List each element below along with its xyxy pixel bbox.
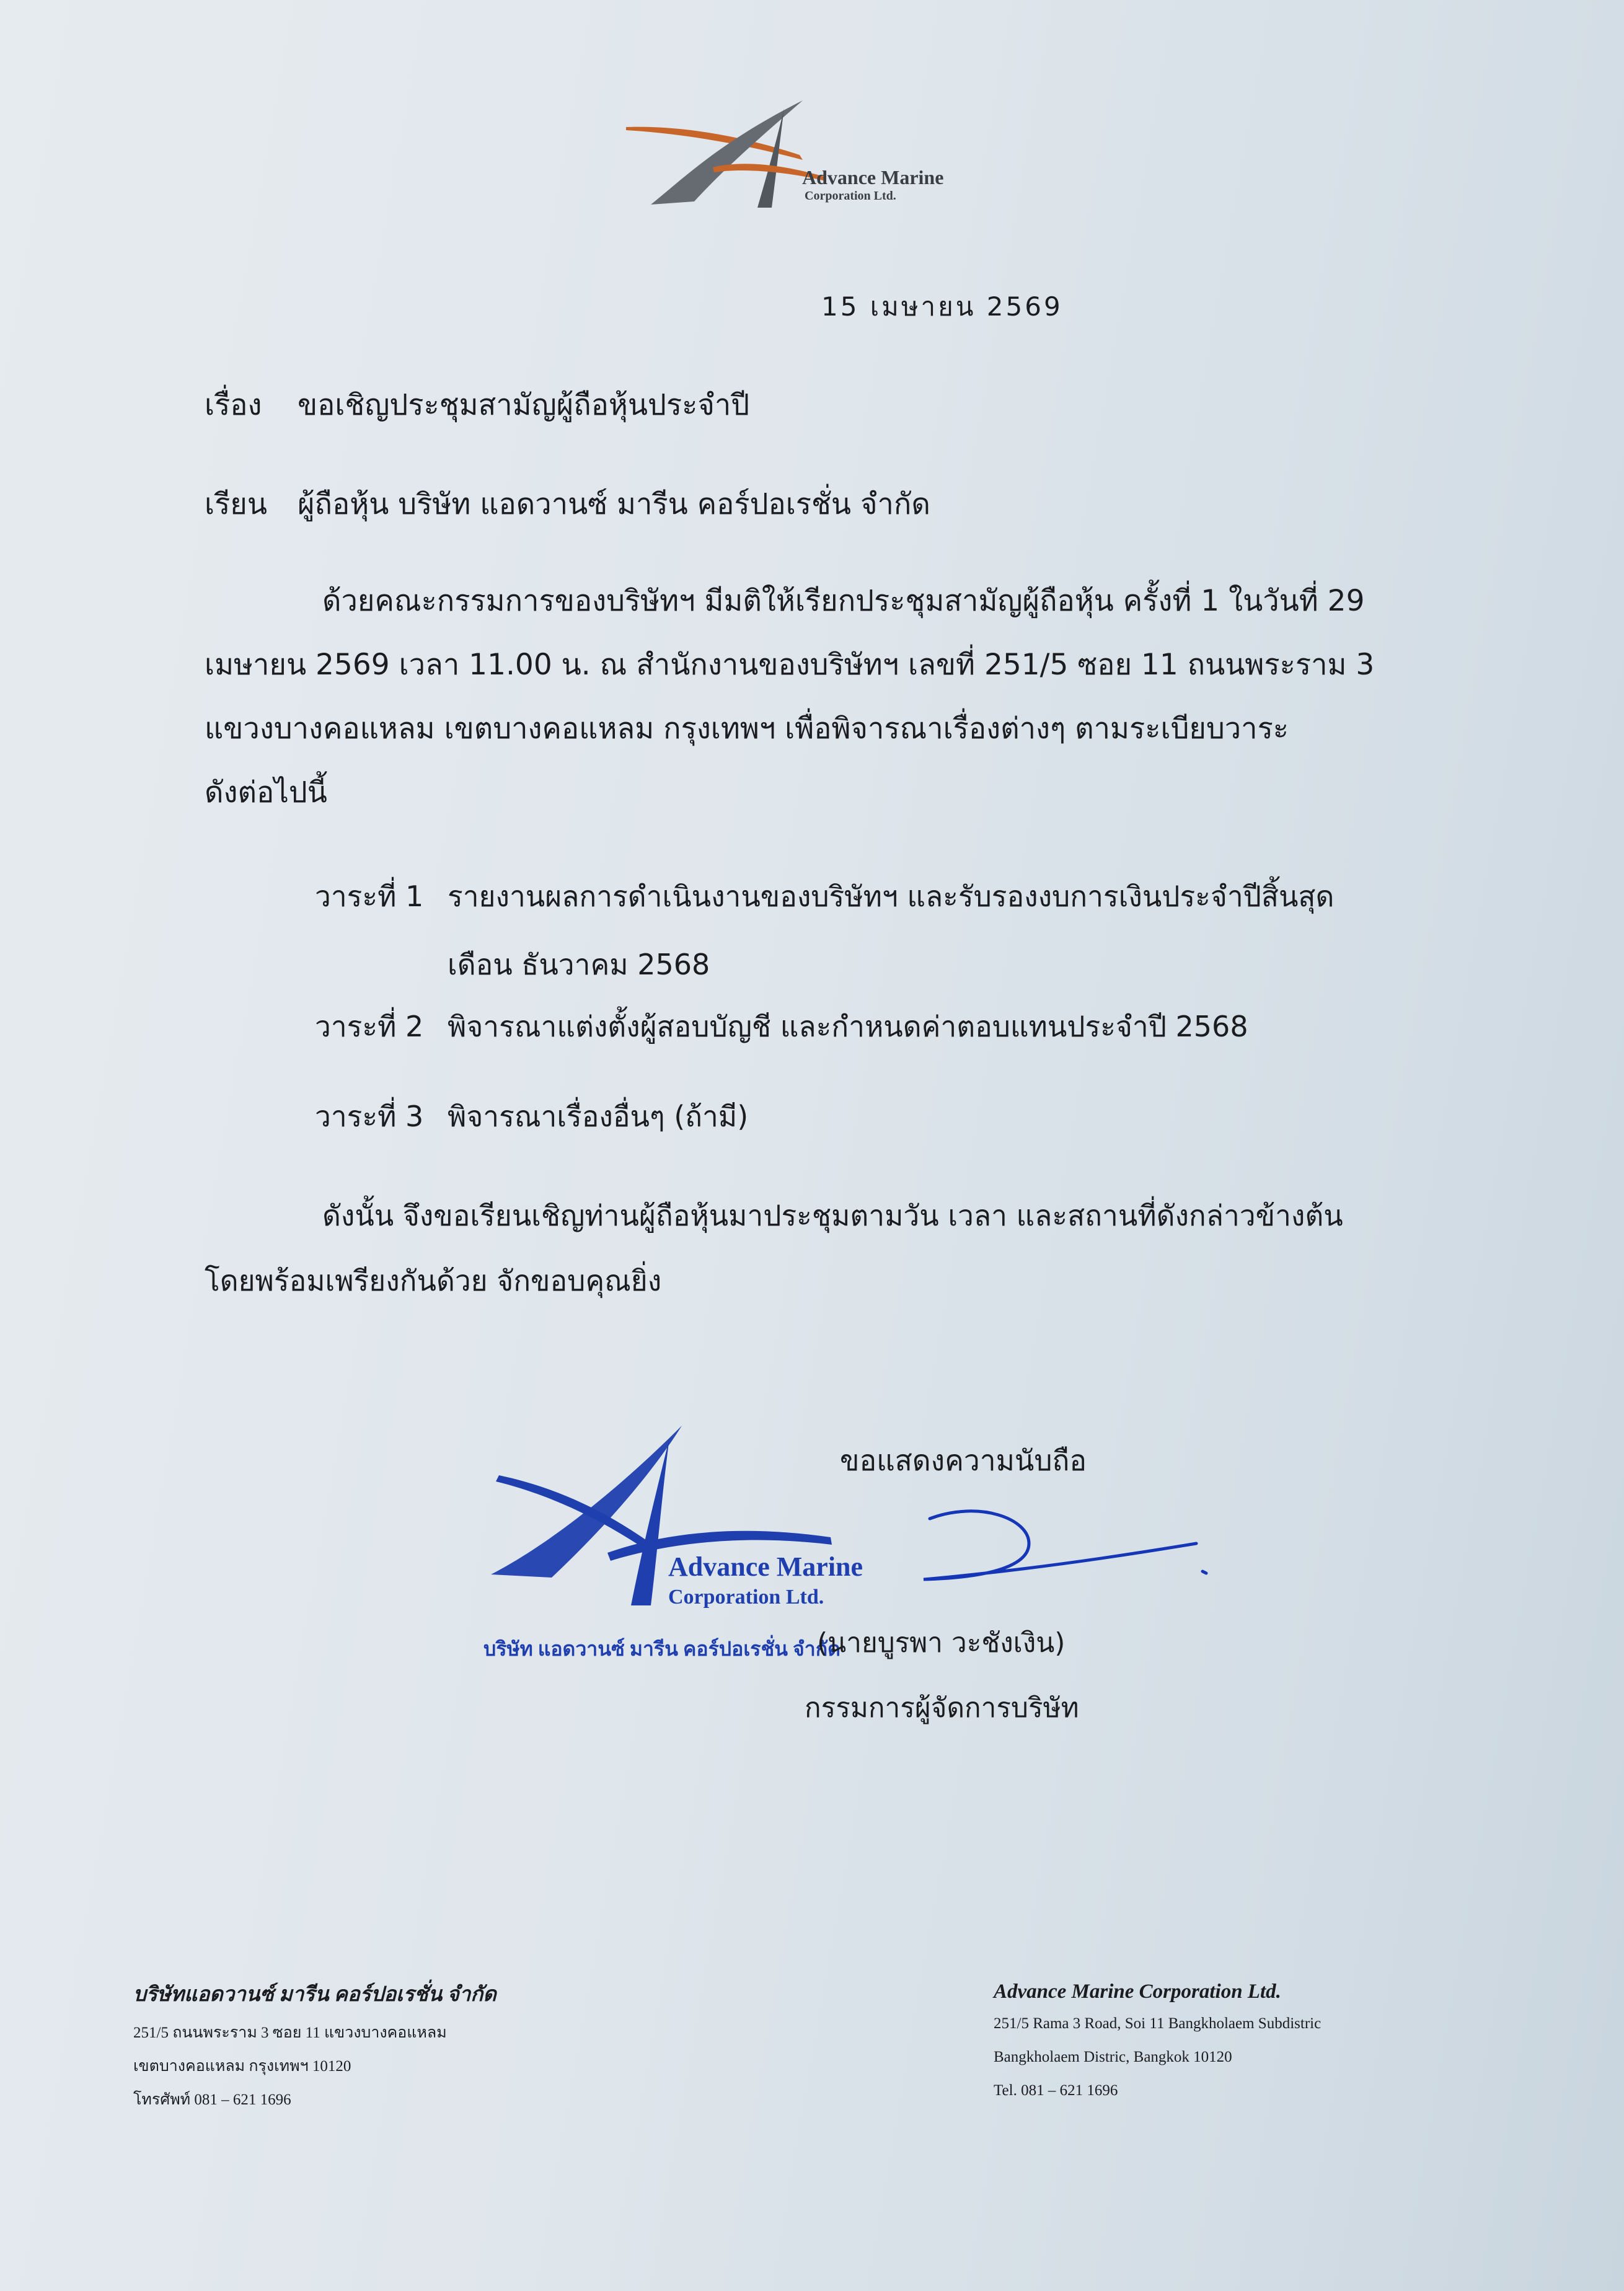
handwritten-signature [880,1500,1227,1599]
salutation-text: ผู้ถือหุ้น บริษัท แอดวานซ์ มารีน คอร์ปอเรชั่น จำกัด [298,487,930,521]
footer-english-title: Advance Marine Corporation Ltd. [994,1980,1281,2003]
footer-thai-title: บริษัทแอดวานซ์ มารีน คอร์ปอเรชั่น จำกัด [133,1984,496,2006]
intro-line-3: แขวงบางคอแหลม เขตบางคอแหลม กรุงเทพฯ เพื่อพิจารณาเรื่องต่างๆ ตามระเบียบวาระ [205,712,1289,746]
footer-english-line-3: Tel. 081 – 621 1696 [994,2082,1118,2099]
agenda-3-line-1: พิจารณาเรื่องอื่นๆ (ถ้ามี) [448,1100,749,1133]
signer-title: กรรมการผู้จัดการบริษัท [805,1692,1079,1724]
logo-line-2: Corporation Ltd. [805,189,896,203]
footer-thai-line-1: 251/5 ถนนพระราม 3 ซอย 11 แขวงบางคอแหลม [133,2024,447,2041]
logo-a-mark [614,93,837,211]
salutation-label: เรียน [205,487,267,521]
footer-thai-line-2: เขตบางคอแหลม กรุงเทพฯ 10120 [133,2058,351,2075]
footer-english-line-2: Bangkholaem Distric, Bangkok 10120 [994,2049,1232,2065]
intro-line-4: ดังต่อไปนี้ [205,775,327,810]
footer-thai-line-3: โทรศัพท์ 081 – 621 1696 [133,2091,291,2108]
stamp-line-1: Advance Marine [668,1552,863,1582]
letter-date: 15 เมษายน 2569 [821,291,1063,322]
regards-text: ขอแสดงความนับถือ [840,1444,1087,1477]
intro-line-2: เมษายน 2569 เวลา 11.00 น. ณ สำนักงานของบริษัทฯ เลขที่ 251/5 ซอย 11 ถนนพระราม 3 [205,648,1375,682]
footer-thai-address [133,1977,496,2117]
stamp-line-2: Corporation Ltd. [668,1586,824,1609]
signer-name: (นายบูรพา วะชังเงิน) [817,1627,1066,1659]
agenda-1-line-2: เดือน ธันวาคม 2568 [448,948,710,981]
footer-english-line-1: 251/5 Rama 3 Road, Soi 11 Bangkholaem Subdistric [994,2015,1322,2032]
subject-text: ขอเชิญประชุมสามัญผู้ถือหุ้นประจำปี [298,388,750,422]
agenda-1-number: วาระที่ 1 [315,880,424,913]
stamp-thai-name: บริษัท แอดวานซ์ มารีน คอร์ปอเรชั่น จำกัด [483,1638,841,1660]
agenda-2-number: วาระที่ 2 [315,1010,424,1043]
closing-line-1: ดังนั้น จึงขอเรียนเชิญท่านผู้ถือหุ้นมาประชุมตามวัน เวลา และสถานที่ดังกล่าวข้างต้น [322,1199,1343,1232]
intro-line-1: ด้วยคณะกรรมการของบริษัทฯ มีมติให้เรียกประชุมสามัญผู้ถือหุ้น ครั้งที่ 1 ในวันที่ 29 [322,584,1365,618]
agenda-1-line-1: รายงานผลการดำเนินงานของบริษัทฯ และรับรองงบการเงินประจำปีสิ้นสุด [448,880,1335,913]
company-logo [614,93,986,211]
logo-line-1: Advance Marine [802,166,944,188]
agenda-3-number: วาระที่ 3 [315,1100,424,1133]
agenda-2-line-1: พิจารณาแต่งตั้งผู้สอบบัญชี และกำหนดค่าตอบแทนประจำปี 2568 [448,1010,1248,1043]
subject-label: เรื่อง [205,388,262,422]
closing-line-2: โดยพร้อมเพรียงกันด้วย จักขอบคุณยิ่ง [205,1264,662,1297]
footer-english-address [994,1980,1321,2108]
